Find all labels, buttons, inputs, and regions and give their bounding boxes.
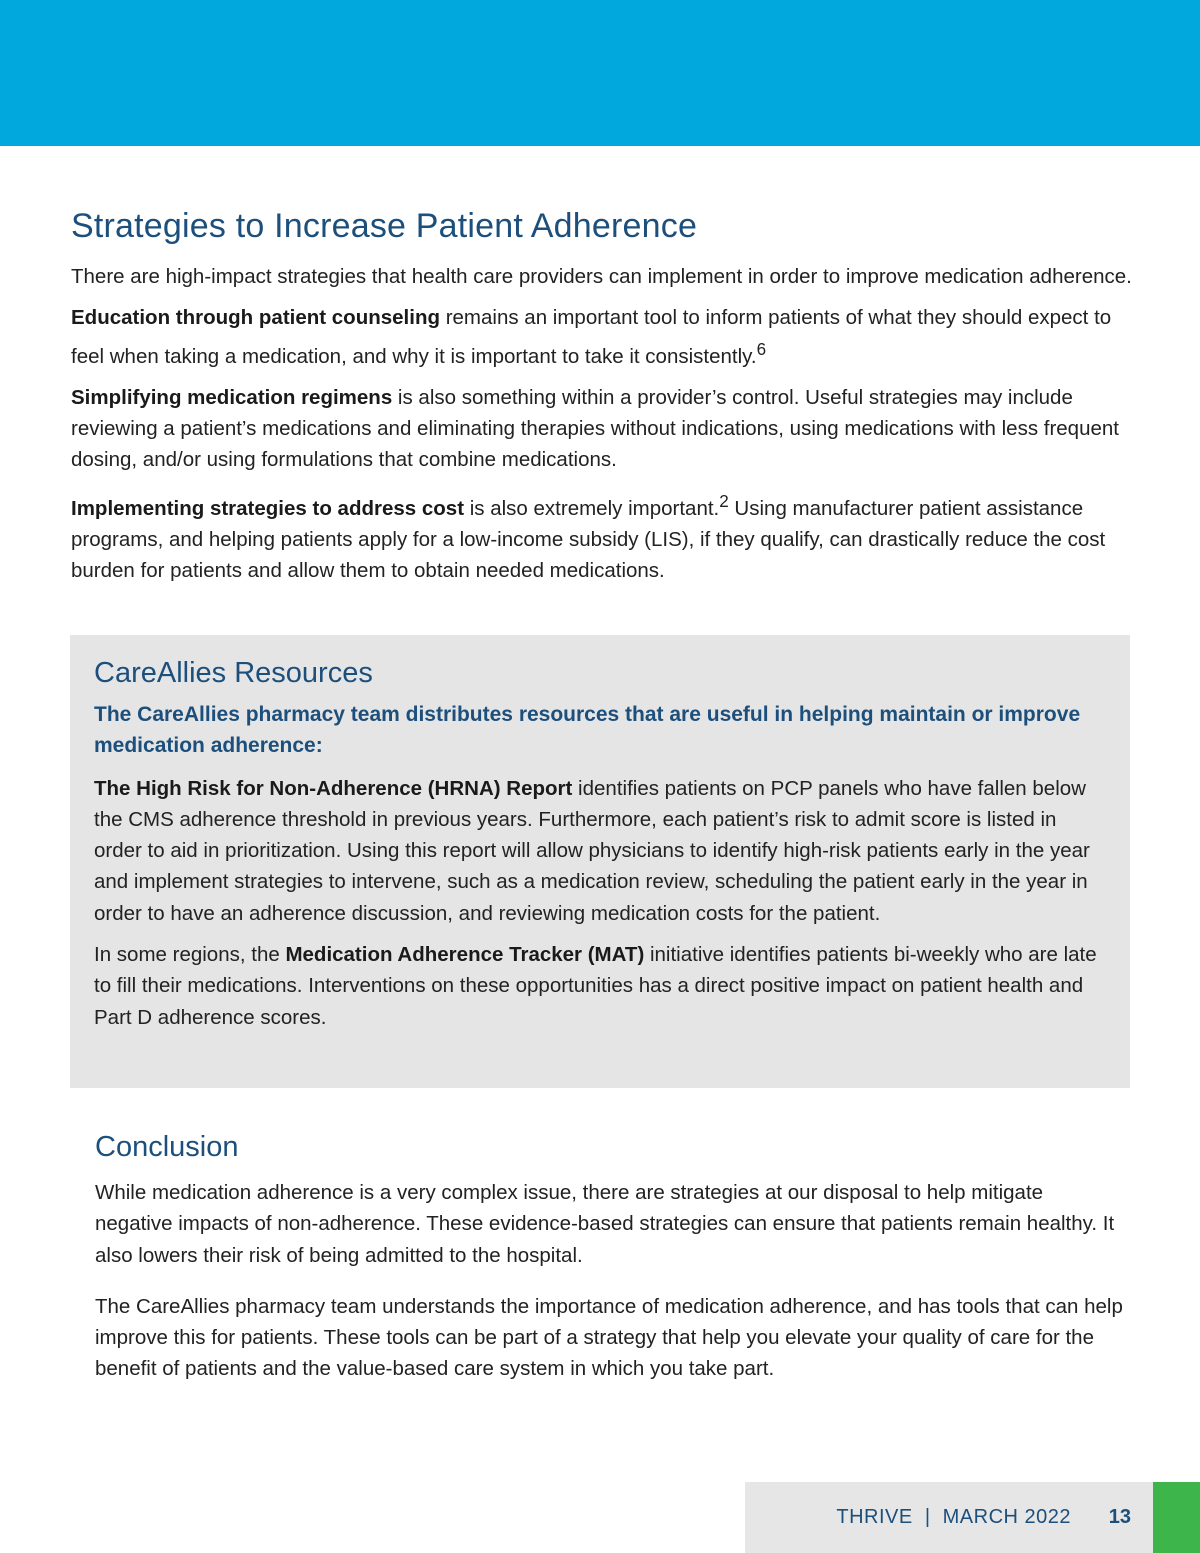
strategy-cost-text-a: is also extremely important. xyxy=(464,496,720,520)
footer-accent-bar xyxy=(1153,1482,1200,1553)
conclusion-section xyxy=(95,1127,1125,1405)
strategy-counseling-text: remains an important tool to inform patients of what they should expect to feel when taking a medication, and why it is important to take it consistently. xyxy=(71,306,1112,368)
page-number: 13 xyxy=(1108,1506,1131,1528)
mat-paragraph xyxy=(94,939,1104,1033)
strategy-simplifying-label: Simplifying medication regimens xyxy=(71,385,393,409)
strategies-section xyxy=(71,261,1141,596)
strategy-simplifying-text: is also something within a provider’s control. Useful strategies may include reviewing a patient’s medications and eliminating therapies without indications, using medications with less frequent dosing, and/or using formulations that combine medications. xyxy=(71,385,1119,472)
resources-subtitle: The CareAllies pharmacy team distributes resources that are useful in helping maintain or improve medication adherence: xyxy=(94,703,1081,758)
strategy-cost xyxy=(71,486,1141,587)
footer-publication: THRIVE | MARCH 2022 xyxy=(836,1506,1071,1528)
conclusion-paragraph-1: While medication adherence is a very complex issue, there are strategies at our disposal to help mitigate negative impacts of non-adherence. These evidence-based strategies can ensure that patients remain healthy. It also lowers their risk of being admitted to the hospital. xyxy=(95,1181,1115,1267)
intro-paragraph: There are high-impact strategies that health care providers can implement in order to improve medication adherence. xyxy=(71,265,1132,288)
hrna-label: The High Risk for Non-Adherence (HRNA) Report xyxy=(94,776,573,800)
mat-text-b: initiative identifies patients bi-weekly who are late to fill their medications. Interventions on these opportunities has a direct positive impact on patient health and Part D adherence scores. xyxy=(94,943,1097,1029)
strategy-simplifying xyxy=(71,382,1141,476)
hrna-text: identifies patients on PCP panels who have fallen below the CMS adherence threshold in previous years. Furthermore, each patient’s risk to admit score is listed in order to aid in prioritization. Using this report will allow physicians to identify high-risk patients early in the year and implement strategies to intervene, such as a medication review, scheduling the patient early in the year in order to have an adherence discussion, and reviewing medication costs for the patient. xyxy=(94,776,1090,925)
strategy-counseling-label: Education through patient counseling xyxy=(71,306,440,330)
conclusion-title: Conclusion xyxy=(95,1131,239,1163)
footer-bar xyxy=(745,1482,1153,1553)
mat-text-a: In some regions, the xyxy=(94,943,286,967)
conclusion-paragraph-2: The CareAllies pharmacy team understands the importance of medication adherence, and has tools that can help improve this for patients. These tools can be part of a strategy that help you elevate your quality of care for the benefit of patients and the value-based care system in which you take part. xyxy=(95,1294,1123,1381)
hrna-paragraph xyxy=(94,773,1104,929)
strategy-cost-label: Implementing strategies to address cost xyxy=(71,496,465,520)
page-title: Strategies to Increase Patient Adherence xyxy=(71,207,698,245)
strategy-counseling xyxy=(71,302,1141,371)
mat-label: Medication Adherence Tracker (MAT) xyxy=(285,943,645,967)
resources-title: CareAllies Resources xyxy=(94,657,373,689)
resources-box xyxy=(70,635,1130,1088)
footnote-ref: 6 xyxy=(756,339,767,359)
footnote-ref: 2 xyxy=(719,491,729,511)
strategy-cost-text-b: Using manufacturer patient assistance programs, and helping patients apply for a low-income subsidy (LIS), if they qualify, can drastically reduce the cost burden for patients and allow them to obtain needed medications. xyxy=(71,496,1106,583)
top-banner xyxy=(0,0,1200,146)
